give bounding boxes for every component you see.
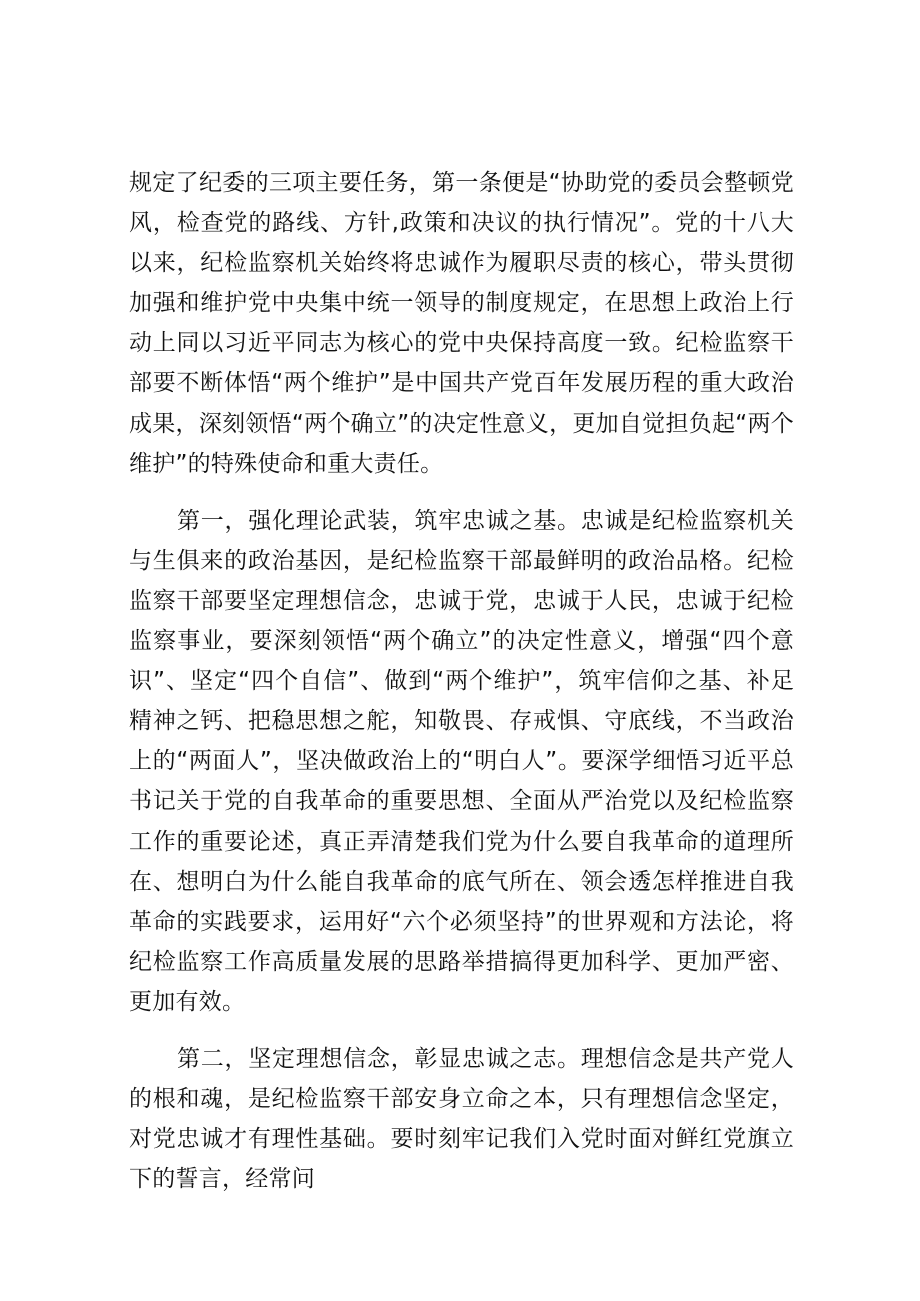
paragraph-first-point: 第一，强化理论武装，筑牢忠诚之基。忠诚是纪检监察机关与生俱来的政治基因，是纪检监察干部最鲜明的政治品格。纪检监察干部要坚定理想信念，忠诚于党，忠诚于人民，忠诚于纪检监察事业，要深刻领悟“两个确立”的决定性意义，增强“四个意识”、坚定“四个自信”、做到“两个维护”，筑牢信仰之基、补足精神之钙、把稳思想之舵，知敬畏、存戒惧、守底线，不当政治上的“两面人”，坚决做政治上的“明白人”。要深学细悟习近平总书记关于党的自我革命的重要思想、全面从严治党以及纪检监察工作的重要论述，真正弄清楚我们党为什么要自我革命的道理所在、想明白为什么能自我革命的底气所在、领会透怎样推进自我革命的实践要求，运用好“六个必须坚持”的世界观和方法论，将纪检监察工作高质量发展的思路举措搞得更加科学、更加严密、更加有效。 [129,507,794,1015]
document-body [129,163,794,1199]
paragraph-continuation: 规定了纪委的三项主要任务，第一条便是“协助党的委员会整顿党风，检查党的路线、方针,政策和决议的执行情况”。党的十八大以来，纪检监察机关始终将忠诚作为履职尽责的核心，带头贯彻加强和维护党中央集中统一领导的制度规定，在思想上政治上行动上同以习近平同志为核心的党中央保持高度一致。纪检监察干部要不断体悟“两个维护”是中国共产党百年发展历程的重大政治成果，深刻领悟“两个确立”的决定性意义，更加自觉担负起“两个维护”的特殊使命和重大责任。 [129,170,794,477]
paragraph-second-point: 第二，坚定理想信念，彰显忠诚之志。理想信念是共产党人的根和魂，是纪检监察干部安身立命之本，只有理想信念坚定，对党忠诚才有理性基础。要时刻牢记我们入党时面对鲜红党旗立下的誓言，经常问 [129,1045,794,1193]
